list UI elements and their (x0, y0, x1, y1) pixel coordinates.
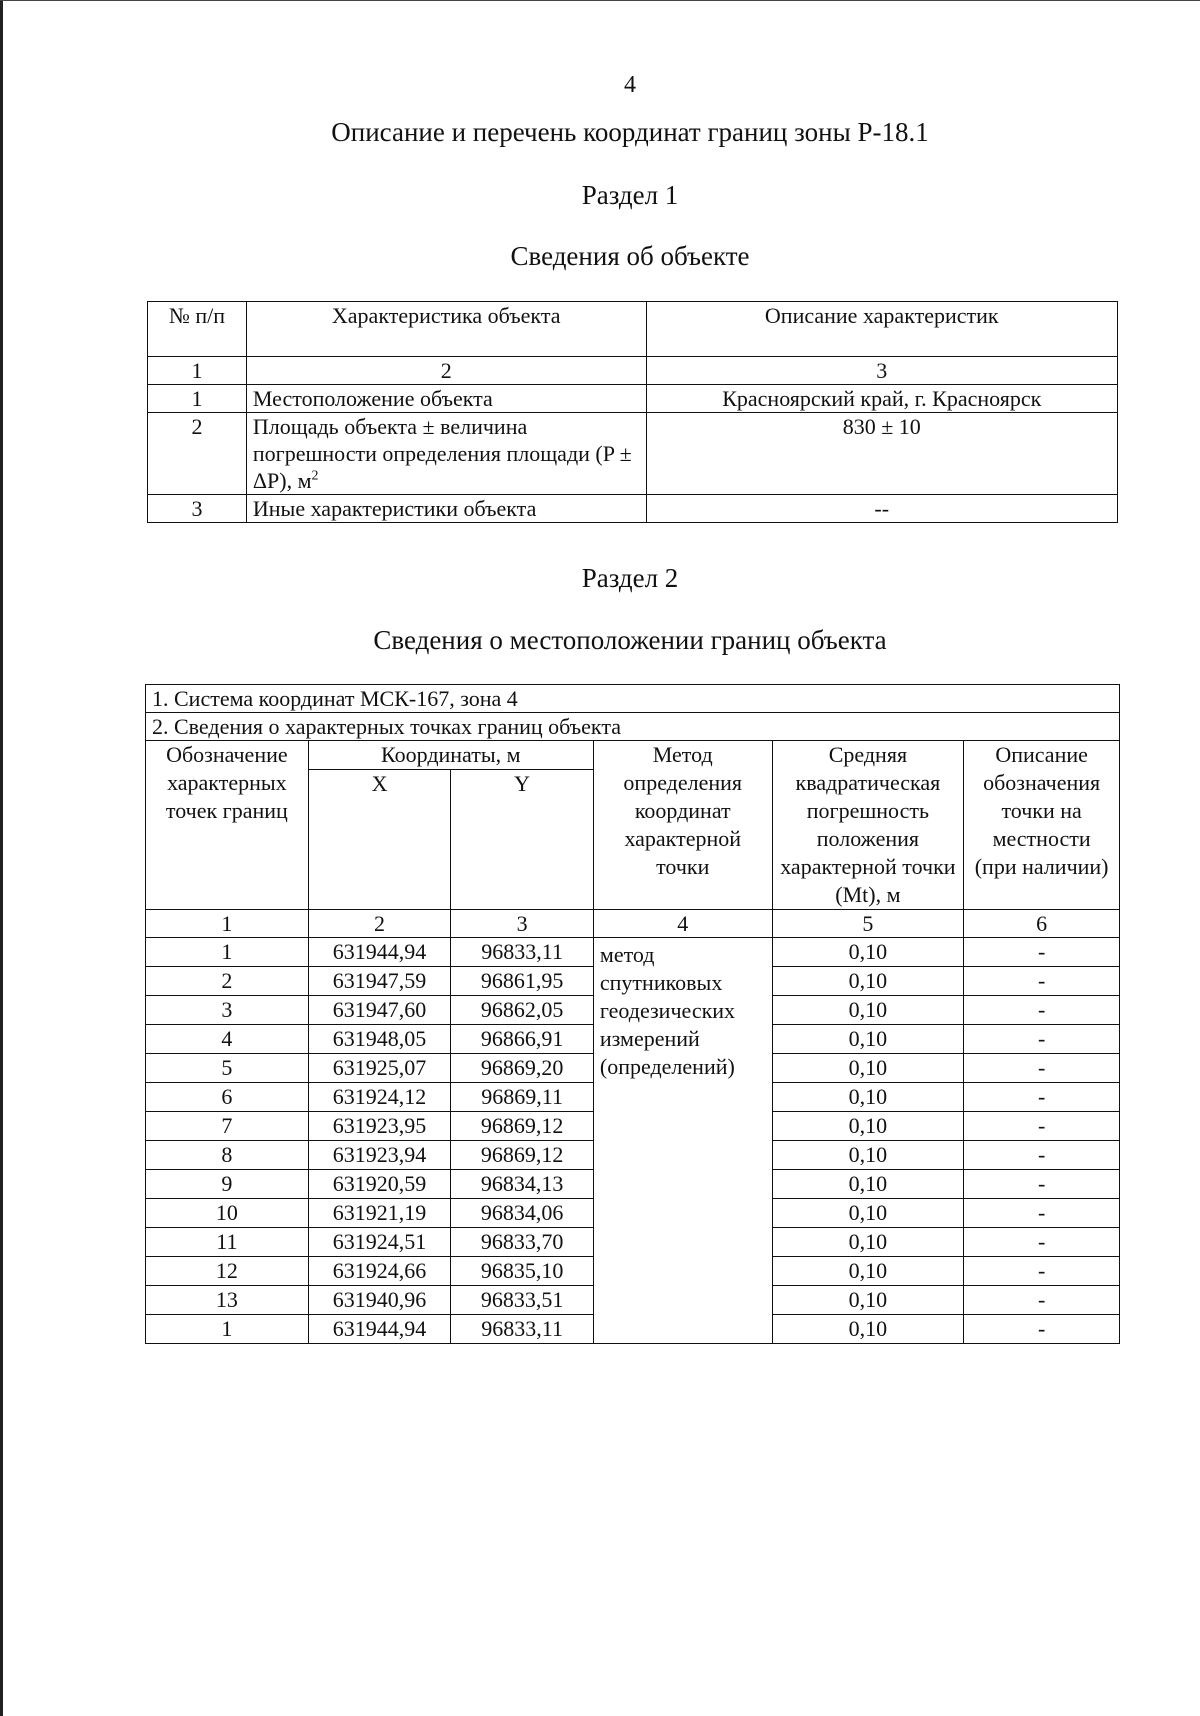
index-cell: 1 (146, 910, 309, 938)
coord-y: 96835,10 (451, 1257, 594, 1286)
accuracy-value: 0,10 (772, 1170, 964, 1199)
coord-y: 96869,12 (451, 1141, 594, 1170)
accuracy-value: 0,10 (772, 1025, 964, 1054)
index-cell: 3 (646, 357, 1117, 385)
coord-y: 96869,11 (451, 1083, 594, 1112)
point-description: - (964, 1257, 1120, 1286)
point-description: - (964, 967, 1120, 996)
point-description: - (964, 996, 1120, 1025)
row-description: 830 ± 10 (646, 413, 1117, 495)
row-description: -- (646, 495, 1117, 523)
table-index-row (148, 357, 1118, 385)
point-number: 6 (146, 1083, 309, 1112)
coord-y: 96866,91 (451, 1025, 594, 1054)
point-number: 1 (146, 1315, 309, 1344)
point-number: 9 (146, 1170, 309, 1199)
coord-x: 631948,05 (308, 1025, 451, 1054)
accuracy-value: 0,10 (772, 938, 964, 967)
row-num: 1 (148, 385, 247, 413)
header-description: Описание обозначения точки на местности (при наличии) (964, 741, 1120, 910)
coord-y: 96861,95 (451, 967, 594, 996)
points-title: 2. Сведения о характерных точках границ объекта (146, 713, 1120, 741)
point-description: - (964, 1228, 1120, 1257)
accuracy-value: 0,10 (772, 1228, 964, 1257)
coord-y: 96834,06 (451, 1199, 594, 1228)
accuracy-value: 0,10 (772, 1054, 964, 1083)
header-x: X (308, 770, 451, 910)
point-description: - (964, 1025, 1120, 1054)
point-number: 11 (146, 1228, 309, 1257)
point-description: - (964, 1286, 1120, 1315)
index-cell: 6 (964, 910, 1120, 938)
coord-y: 96833,51 (451, 1286, 594, 1315)
page-number: 4 (624, 72, 636, 98)
header-num: № п/п (148, 302, 247, 357)
point-description: - (964, 1112, 1120, 1141)
row-num: 2 (148, 413, 247, 495)
section2-heading: Раздел 2 (581, 563, 679, 593)
coord-y: 96834,13 (451, 1170, 594, 1199)
header-accuracy: Средняя квадратическая погрешность положения характерной точки (Mt), м (772, 741, 964, 910)
coord-y: 96833,11 (451, 1315, 594, 1344)
section2-subheading: Сведения о местоположении границ объекта (373, 625, 887, 655)
index-cell: 2 (246, 357, 646, 385)
row-characteristic-text: Площадь объекта ± величина погрешности определения площади (P ± ΔP), м (252, 414, 632, 493)
table-index-row (146, 910, 1120, 938)
coord-x: 631921,19 (308, 1199, 451, 1228)
coord-y: 96862,05 (451, 996, 594, 1025)
coord-x: 631944,94 (308, 1315, 451, 1344)
coord-y: 96869,12 (451, 1112, 594, 1141)
coord-x: 631920,59 (308, 1170, 451, 1199)
point-description: - (964, 1199, 1120, 1228)
point-number: 2 (146, 967, 309, 996)
header-characteristic: Характеристика объекта (246, 302, 646, 357)
table-row (148, 385, 1118, 413)
point-number: 3 (146, 996, 309, 1025)
index-cell: 5 (772, 910, 964, 938)
points-title-row (146, 713, 1120, 741)
accuracy-value: 0,10 (772, 1083, 964, 1112)
system-row (146, 685, 1120, 713)
coord-x: 631947,60 (308, 996, 451, 1025)
coord-x: 631923,95 (308, 1112, 451, 1141)
section1-subheading: Сведения об объекте (510, 241, 750, 271)
accuracy-value: 0,10 (772, 1315, 964, 1344)
point-number: 13 (146, 1286, 309, 1315)
row-characteristic (246, 413, 646, 495)
table-row (148, 413, 1118, 495)
point-description: - (964, 1170, 1120, 1199)
row-characteristic: Иные характеристики объекта (246, 495, 646, 523)
accuracy-value: 0,10 (772, 967, 964, 996)
point-description: - (964, 1141, 1120, 1170)
point-number: 5 (146, 1054, 309, 1083)
table-row (146, 938, 1120, 967)
point-description: - (964, 1054, 1120, 1083)
point-description: - (964, 1315, 1120, 1344)
header-description: Описание характеристик (646, 302, 1117, 357)
point-number: 1 (146, 938, 309, 967)
coord-x: 631940,96 (308, 1286, 451, 1315)
accuracy-value: 0,10 (772, 1112, 964, 1141)
accuracy-value: 0,10 (772, 1257, 964, 1286)
page-edge-top (0, 0, 1200, 1)
coord-x: 631944,94 (308, 938, 451, 967)
index-cell: 1 (148, 357, 247, 385)
accuracy-value: 0,10 (772, 1141, 964, 1170)
coordinate-system: 1. Система координат МСК-167, зона 4 (146, 685, 1120, 713)
header-coordinates: Координаты, м (308, 741, 593, 770)
accuracy-value: 0,10 (772, 996, 964, 1025)
accuracy-value: 0,10 (772, 1199, 964, 1228)
index-cell: 2 (308, 910, 451, 938)
point-number: 8 (146, 1141, 309, 1170)
coord-x: 631924,66 (308, 1257, 451, 1286)
table-header-row (148, 302, 1118, 357)
unit-superscript: 2 (311, 468, 319, 484)
coord-x: 631925,07 (308, 1054, 451, 1083)
document-title: Описание и перечень координат границ зоны Р-18.1 (331, 117, 929, 147)
index-cell: 4 (593, 910, 772, 938)
table-header-row (146, 741, 1120, 770)
coord-y: 96869,20 (451, 1054, 594, 1083)
coord-x: 631924,12 (308, 1083, 451, 1112)
coord-y: 96833,70 (451, 1228, 594, 1257)
point-number: 12 (146, 1257, 309, 1286)
table-row (148, 495, 1118, 523)
index-cell: 3 (451, 910, 594, 938)
row-num: 3 (148, 495, 247, 523)
object-info-table (147, 301, 1118, 523)
point-number: 7 (146, 1112, 309, 1141)
accuracy-value: 0,10 (772, 1286, 964, 1315)
point-number: 4 (146, 1025, 309, 1054)
header-designation: Обозначение характерных точек границ (146, 741, 309, 910)
coordinates-table (145, 684, 1120, 1344)
coord-x: 631947,59 (308, 967, 451, 996)
row-description: Красноярский край, г. Красноярск (646, 385, 1117, 413)
header-y: Y (451, 770, 594, 910)
point-description: - (964, 1083, 1120, 1112)
method-cell: метод спутниковых геодезических измерений (определений) (593, 938, 772, 1344)
point-number: 10 (146, 1199, 309, 1228)
coord-x: 631924,51 (308, 1228, 451, 1257)
point-description: - (964, 938, 1120, 967)
coord-y: 96833,11 (451, 938, 594, 967)
section1-heading: Раздел 1 (581, 180, 679, 210)
header-method: Метод определения координат характерной точки (593, 741, 772, 910)
coord-x: 631923,94 (308, 1141, 451, 1170)
row-characteristic: Местоположение объекта (246, 385, 646, 413)
